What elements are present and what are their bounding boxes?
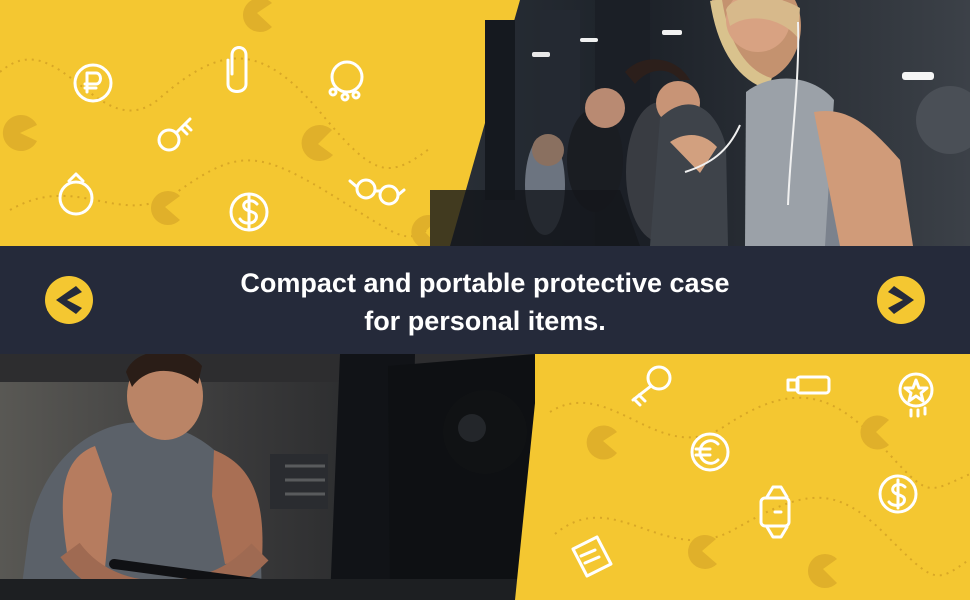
product-headline [150,264,820,340]
photo-rowing-machine-athlete [0,354,535,600]
icon-pattern-top-left [0,0,450,246]
photo-treadmill-runners [430,0,970,246]
icon-pattern-bottom-right [515,354,970,600]
headline-line-2: for personal items. [364,306,606,336]
headline-line-1: Compact and portable protective case [240,268,730,298]
brand-logo-left-icon [43,274,95,326]
brand-logo-right-icon [875,274,927,326]
